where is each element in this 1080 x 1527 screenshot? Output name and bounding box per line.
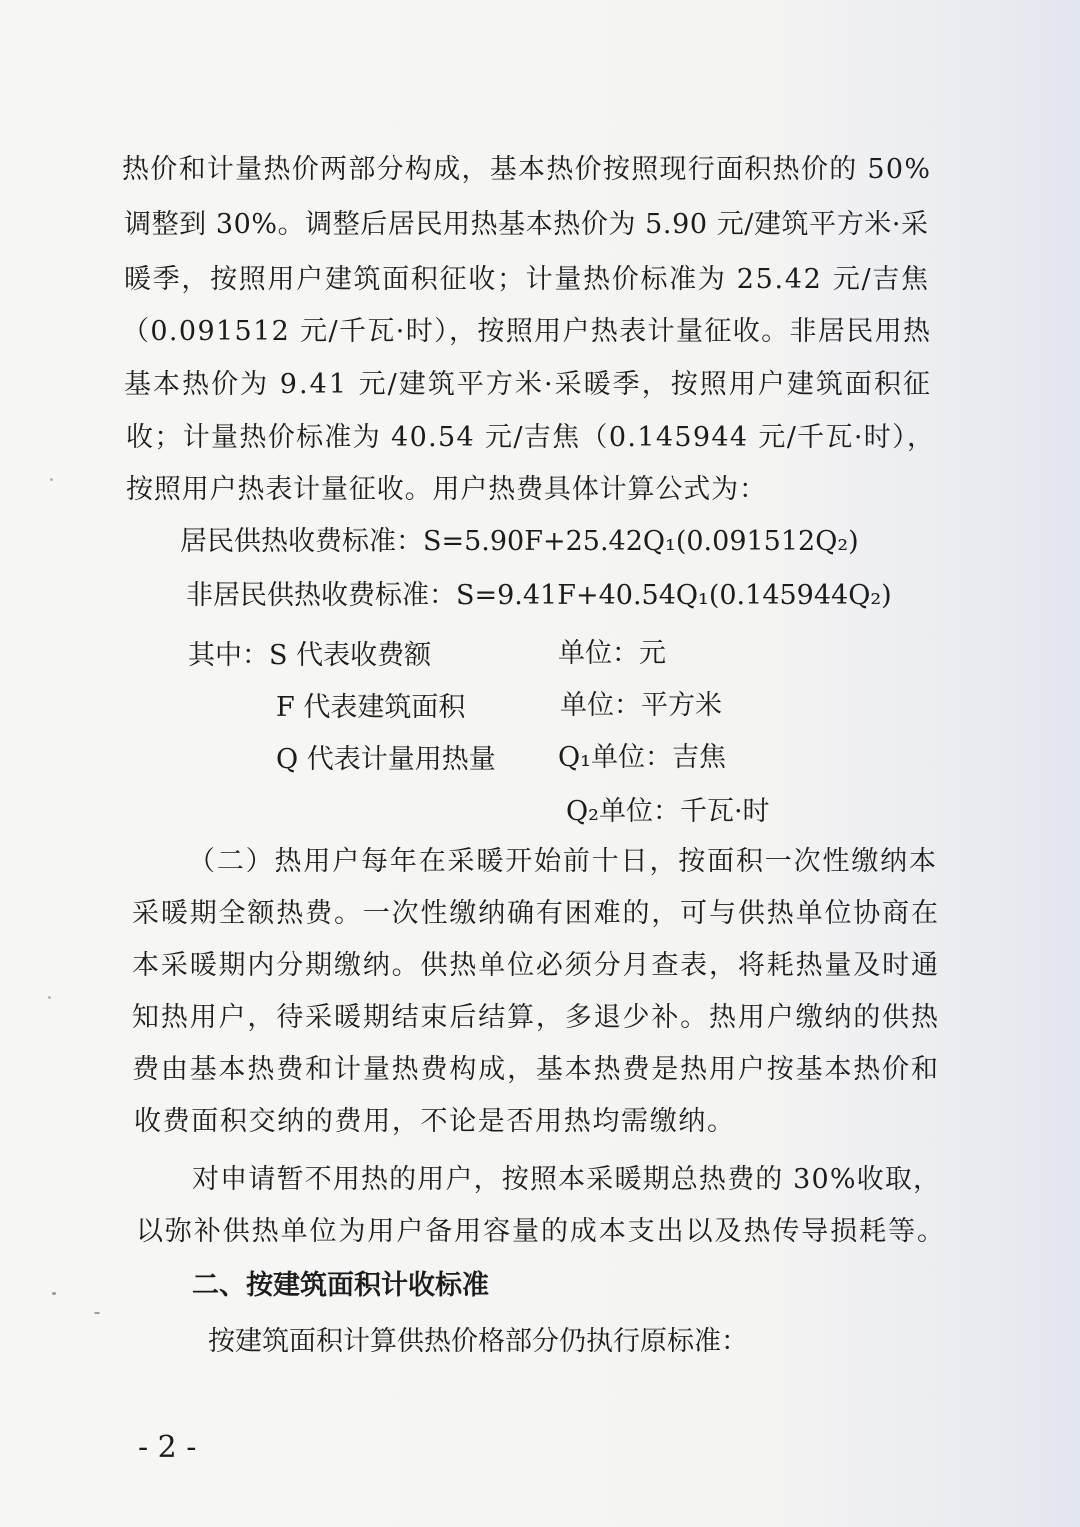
para2-line-3: 本采暖期内分期缴纳。供热单位必须分月查表，将耗热量及时通 [132,950,940,981]
para1-line-7: 按照用户热表计量征收。用户热费具体计算公式为： [126,474,767,505]
para3-line-2: 以弥补供热单位为用户备用容量的成本支出以及热传导损耗等。 [136,1216,946,1247]
legend-q-definition: Q 代表计量用热量 [276,744,496,775]
para1-line-1: 热价和计量热价两部分构成，基本热价按照现行面积热价的 50% [122,154,932,185]
page-number: - 2 - [138,1430,197,1465]
para3-line-1: 对申请暂不用热的用户，按照本采暖期总热费的 30%收取， [192,1164,942,1195]
para2-line-2: 采暖期全额热费。一次性缴纳确有困难的，可与供热单位协商在 [132,898,940,929]
legend-q2-unit: Q₂单位：千瓦·时 [566,796,770,827]
para2-line-1: （二）热用户每年在采暖开始前十日，按面积一次性缴纳本 [188,846,938,877]
scan-speck [50,478,53,481]
para1-line-2: 调整到 30%。调整后居民用热基本热价为 5.90 元/建筑平方米·采 [124,209,929,240]
para1-line-4: （0.091512 元/千瓦·时），按照用户热表计量征收。非居民用热 [122,316,932,347]
formula-nonresident: 非居民供热收费标准：S=9.41F+40.54Q₁(0.145944Q₂) [186,580,892,611]
scan-speck [52,1292,56,1295]
scan-speck [94,1312,100,1314]
para1-line-3: 暖季，按照用户建筑面积征收；计量热价标准为 25.42 元/吉焦 [124,264,930,295]
legend-s-definition: 其中：S 代表收费额 [188,640,432,671]
para2-line-5: 费由基本热费和计量热费构成，基本热费是热用户按基本热价和 [132,1054,940,1085]
legend-s-unit: 单位：元 [558,638,666,669]
formula-resident: 居民供热收费标准：S=5.90F+25.42Q₁(0.091512Q₂) [180,526,859,557]
legend-q1-unit: Q₁单位：吉焦 [558,742,726,773]
para1-line-6: 收；计量热价标准为 40.54 元/吉焦（0.145944 元/千瓦·时）， [126,422,936,453]
section-2-heading: 二、按建筑面积计收标准 [192,1270,489,1301]
section-2-text: 按建筑面积计算供热价格部分仍执行原标准： [208,1326,748,1357]
para1-line-5: 基本热价为 9.41 元/建筑平方米·采暖季，按照用户建筑面积征 [124,369,933,400]
para2-line-4: 知热用户，待采暖期结束后结算，多退少补。热用户缴纳的供热 [132,1002,940,1033]
legend-f-unit: 单位：平方米 [560,690,722,721]
para2-line-6: 收费面积交纳的费用，不论是否用热均需缴纳。 [134,1106,736,1137]
legend-f-definition: F 代表建筑面积 [276,692,466,723]
scan-speck [48,996,51,999]
